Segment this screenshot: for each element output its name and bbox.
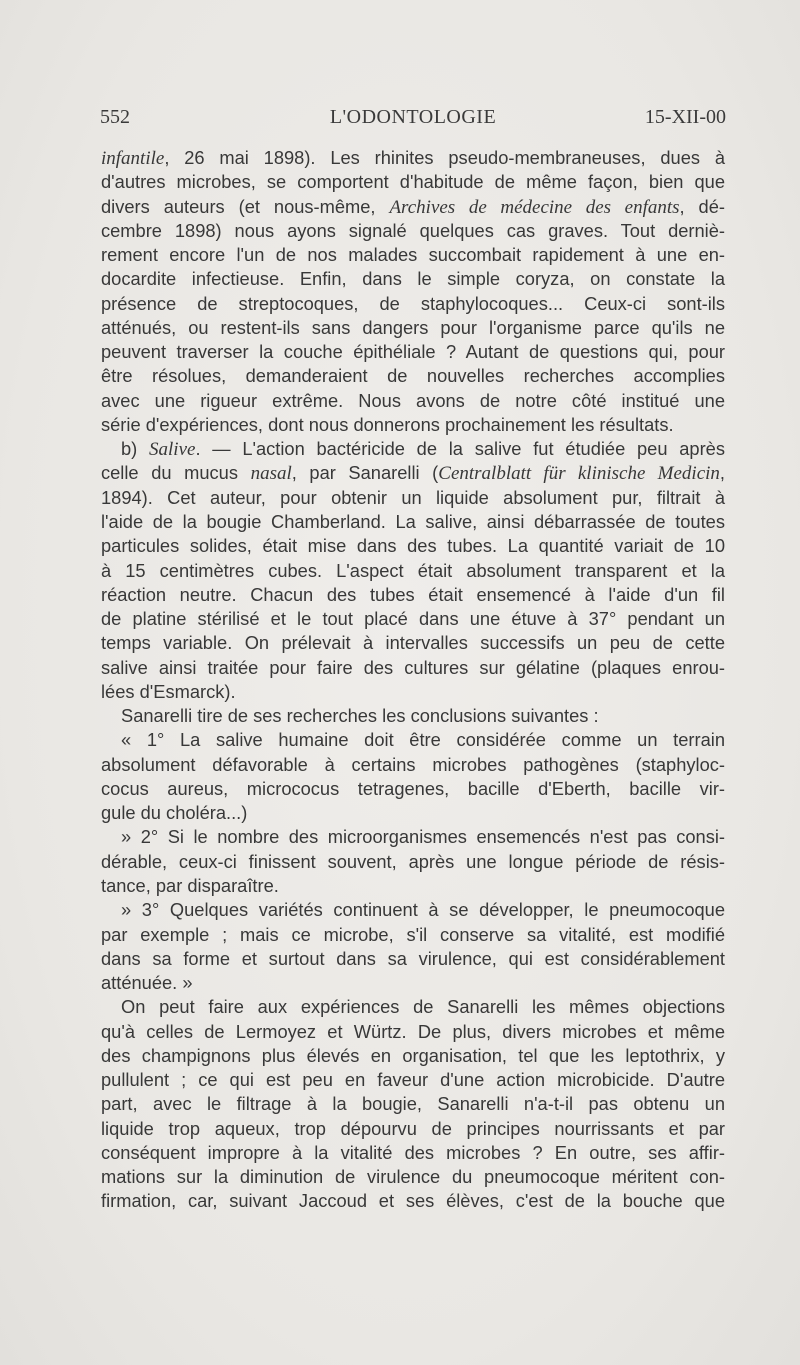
journal-title: L'ODONTOLOGIE [329, 106, 497, 128]
text-segment: des champignons plus élevés en organisation, tel que les leptothrix, y [101, 1044, 725, 1066]
text-line [101, 1117, 725, 1141]
text-segment: série d'expériences, dont nous donnerons prochainement les résultats. [101, 413, 674, 435]
italic-text: nasal [250, 463, 292, 485]
text-segment: atténuée. » [101, 972, 193, 994]
text-segment: l'aide de la bougie Chamberland. La salive, ainsi débarrassée de toutes [101, 510, 725, 532]
text-line [101, 389, 725, 413]
text-segment: , 26 mai 1898). Les rhinites pseudo-membraneuses, dues à [164, 147, 725, 168]
text-segment: salive ainsi traitée pour faire des cultures sur gélatine (plaques enrou- [101, 656, 725, 678]
text-segment: rement encore l'un de nos malades succombait rapidement à une en- [101, 244, 725, 266]
text-line [101, 364, 725, 388]
text-line [101, 1020, 725, 1044]
text-segment: , dé- [679, 195, 725, 217]
text-line [101, 777, 725, 801]
italic-text: Centralblatt für klinische Medicin [438, 463, 720, 485]
running-header [100, 106, 726, 132]
text-segment: tance, par disparaître. [101, 874, 279, 896]
text-line [101, 243, 725, 267]
text-segment: peuvent traverser la couche épithéliale ? Autant de questions qui, pour [101, 341, 725, 363]
text-line [101, 437, 725, 461]
text-line [101, 1165, 725, 1189]
text-segment: avec une rigueur extrême. Nous avons de notre côté institué une [101, 389, 725, 411]
text-segment: . — L'action bactéricide de la salive fut étudiée peu après [195, 438, 725, 460]
text-line [101, 1092, 725, 1116]
text-segment: gule du choléra...) [101, 802, 248, 824]
text-line [101, 874, 725, 898]
text-segment: cembre 1898) nous ayons signalé quelques cas graves. Tout derniè- [101, 219, 725, 241]
italic-text: Salive [149, 439, 196, 461]
text-segment: de platine stérilisé et le tout placé dans une étuve à 37° pendant un [101, 608, 725, 630]
text-segment: docardite infectieuse. Enfin, dans le simple coryza, on constate la [101, 268, 725, 290]
text-line [101, 947, 725, 971]
text-segment: On peut faire aux expériences de Sanarelli les mêmes objections [121, 996, 725, 1018]
page-number: 552 [100, 106, 130, 128]
text-segment: divers auteurs (et nous-même, [101, 195, 390, 217]
text-segment: cocus aureus, micrococus tetragenes, bacille d'Eberth, bacille vir- [101, 777, 725, 799]
text-segment: 1894). Cet auteur, pour obtenir un liquide absolument pur, filtrait à [101, 486, 725, 508]
text-segment: réaction neutre. Chacun des tubes était ensemencé à l'aide d'un fil [101, 583, 725, 605]
text-line [101, 680, 725, 704]
text-segment: b) [121, 438, 150, 460]
text-segment: dans sa forme et surtout dans sa virulence, qui est considérablement [101, 947, 725, 969]
text-segment: conséquent impropre à la vitalité des microbes ? En outre, ses affir- [101, 1141, 725, 1163]
text-line [101, 825, 725, 849]
text-line [101, 267, 725, 291]
text-line [101, 1068, 725, 1092]
text-line [101, 170, 725, 194]
body-text [101, 146, 725, 1214]
text-line [101, 1141, 725, 1165]
text-line [101, 559, 725, 583]
text-segment: part, avec le filtrage à la bougie, Sanarelli n'a-t-il pas obtenu un [101, 1093, 725, 1115]
text-segment: mations sur la diminution de virulence du pneumocoque méritent con- [101, 1166, 725, 1188]
text-line [101, 510, 725, 534]
text-line [101, 923, 725, 947]
text-segment: » 3° Quelques variétés continuent à se développer, le pneumocoque [121, 899, 725, 921]
text-line [101, 607, 725, 631]
text-line [101, 971, 725, 995]
issue-date: 15-XII-00 [644, 106, 726, 128]
text-segment: firmation, car, suivant Jaccoud et ses élèves, c'est de la bouche que [101, 1190, 725, 1212]
text-segment: , [719, 462, 725, 484]
text-line [101, 1044, 725, 1068]
text-line [101, 461, 725, 485]
text-line [101, 219, 725, 243]
text-segment: « 1° La salive humaine doit être considérée comme un terrain [121, 729, 725, 751]
text-line [101, 898, 725, 922]
text-segment: à 15 centimètres cubes. L'aspect était absolument transparent et la [101, 559, 725, 581]
text-segment: d'autres microbes, se comportent d'habitude de même façon, bien que [101, 171, 725, 193]
text-line [101, 316, 725, 340]
text-segment: qu'à celles de Lermoyez et Würtz. De plus, divers microbes et même [101, 1020, 725, 1042]
text-line [101, 728, 725, 752]
text-segment: atténués, ou restent-ils sans dangers pour l'organisme parce qu'ils ne [101, 316, 725, 338]
text-line [101, 850, 725, 874]
text-segment: particules solides, était mise dans des tubes. La quantité variait de 10 [101, 535, 725, 557]
text-line [101, 1189, 725, 1213]
text-line [101, 534, 725, 558]
text-segment: présence de streptocoques, de staphylocoques... Ceux-ci sont-ils [101, 292, 725, 314]
text-line [101, 195, 725, 219]
italic-text: Archives de médecine des enfants [389, 196, 680, 218]
text-line [101, 146, 725, 170]
text-segment: liquide trop aqueux, trop dépourvu de principes nourrissants et par [101, 1117, 725, 1139]
text-line [101, 413, 725, 437]
text-segment: être résolues, demanderaient de nouvelles recherches accomplies [101, 365, 725, 387]
text-line [101, 801, 725, 825]
text-line [101, 656, 725, 680]
text-line [101, 631, 725, 655]
text-segment: par exemple ; mais ce microbe, s'il conserve sa vitalité, est modifié [101, 923, 725, 945]
text-line [101, 340, 725, 364]
text-segment: pullulent ; ce qui est peu en faveur d'une action microbicide. D'autre [101, 1069, 725, 1091]
text-line [101, 753, 725, 777]
text-segment: dérable, ceux-ci finissent souvent, après une longue période de résis- [101, 850, 725, 872]
text-segment: absolument défavorable à certains microbes pathogènes (staphyloc- [101, 753, 725, 775]
text-segment: » 2° Si le nombre des microorganismes ensemencés n'est pas consi- [121, 826, 725, 848]
text-segment: lées d'Esmarck). [101, 680, 236, 702]
text-line [101, 704, 725, 728]
text-segment: temps variable. On prélevait à intervalles successifs un peu de cette [101, 632, 725, 654]
text-line [101, 583, 725, 607]
text-segment: , par Sanarelli ( [291, 462, 439, 484]
text-line [101, 486, 725, 510]
italic-text: infantile [101, 148, 165, 169]
text-line [101, 292, 725, 316]
text-segment: Sanarelli tire de ses recherches les conclusions suivantes : [121, 705, 599, 727]
text-segment: celle du mucus [101, 462, 251, 484]
text-line [101, 995, 725, 1019]
